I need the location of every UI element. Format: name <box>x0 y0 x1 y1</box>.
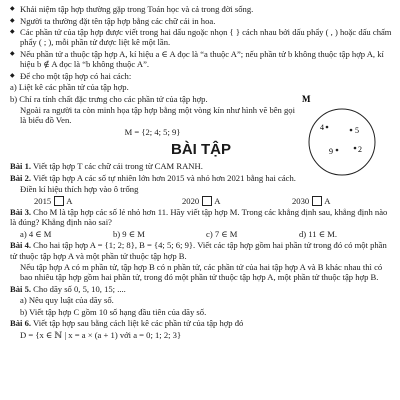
intro-bullet: ◆ Khái niệm tập hợp thường gặp trong Toán học và cả trong đời sống. <box>10 4 392 14</box>
venn-element: 5 <box>355 126 359 135</box>
exercise-5-b: b) Viết tập hợp C gồm 10 số hạng đầu tiên của dãy số. <box>20 306 207 317</box>
fill-box[interactable] <box>202 196 212 206</box>
venn-dot <box>336 149 339 152</box>
exercise-4-part-2: Nếu tập hợp A có m phần tử, tập hợp B có n phần tử, các phần tử của hai tập hợp A và B khác nhau thì có bao nhiêu tập hợp gồm hai phần tử, trong đó một phần tử thuộc tập hợp A, một phần tử thuộc tập hợp B. <box>20 262 383 283</box>
option: a) 4 ∈ M <box>20 228 52 239</box>
fill-item <box>182 196 272 206</box>
example-set: M = {2; 4; 5; 9} <box>124 126 181 137</box>
venn-element: 2 <box>358 145 362 154</box>
exercise-text: Cho dãy số 0, 5, 10, 15; .... <box>33 283 126 294</box>
fill-box[interactable] <box>312 196 322 206</box>
fill-box[interactable] <box>54 196 64 206</box>
exercise-label: Bài 1. <box>10 161 32 172</box>
exercise-5 <box>10 284 392 294</box>
exercise-text: Cho hai tập hợp A = {1; 2; 8}, B = {4; 5; 6; 9}. Viết các tập hợp gồm hai phần tử trong đó có một phần tử thuộc tập hợp A và một phần tử thuộc tập hợp B. <box>10 240 387 261</box>
venn-label: M <box>302 94 311 104</box>
intro-bullet: ◆ Các phần tử của tập hợp được viết trong hai dấu ngoặc nhọn { } cách nhau bởi dấu phẩy ( , ) hoặc dấu chấm phẩy ( ; ), mỗi phần tử được liệt kê một lần. <box>10 27 392 48</box>
exercise-4 <box>10 240 392 261</box>
exercise-text: Viết tập hợp sau bằng cách liệt kê các phần tử của tập hợp đó <box>33 318 244 329</box>
method-a: a) Liệt kê các phần tử của tập hợp. <box>10 82 129 93</box>
intro-bullet: ◆ Người ta thường đặt tên tập hợp bằng các chữ cái in hoa. <box>10 16 392 26</box>
fill-item <box>292 196 382 206</box>
venn-circle <box>309 109 375 175</box>
exercise-label: Bài 2. <box>10 172 32 183</box>
exercise-label: Bài 6. <box>10 318 32 329</box>
option: c) 7 ∈ M <box>206 228 238 239</box>
exercises <box>10 161 392 340</box>
fill-number: 2015 <box>34 195 52 206</box>
venn-dot <box>354 147 357 150</box>
exercise-2-instruction: Điền kí hiệu thích hợp vào ô trống <box>20 184 139 195</box>
exercise-label: Bài 3. <box>10 207 32 218</box>
exercise-6 <box>10 318 392 328</box>
intro-bullet: ◆ Nếu phần tử a thuộc tập hợp A, kí hiệu a ∈ A đọc là “a thuộc A”; nếu phần tử b không thuộc tập hợp A, kí hiệu b ∉ A đọc là “b không thuộc A”. <box>10 49 392 70</box>
exercise-5-a: a) Nêu quy luật của dãy số. <box>20 295 114 306</box>
fill-box-row <box>10 196 392 206</box>
venn-diagram <box>300 92 380 188</box>
venn-element: 9 <box>329 147 333 156</box>
fill-item <box>34 196 124 206</box>
fill-number: 2030 <box>292 195 310 206</box>
exercise-label: Bài 5. <box>10 283 32 294</box>
intro-bullet: ◆ Để cho một tập hợp có hai cách: <box>10 71 392 81</box>
fill-set: A <box>324 195 331 206</box>
venn-note: Ngoài ra người ta còn minh họa tập hợp bằng một vòng kín như hình vẽ bên gọi là biểu đồ Ven. <box>20 105 295 126</box>
method-b: b) Chỉ ra tính chất đặc trưng cho các phần tử của tập hợp. <box>10 93 208 104</box>
exercise-3-options <box>10 229 392 239</box>
fill-set: A <box>66 195 73 206</box>
exercise-text: Cho M là tập hợp các số lẻ nhỏ hơn 11. Hãy viết tập hợp M. Trong các khẳng định sau, khẳng định nào là đúng? Khẳng định nào sai? <box>10 207 388 228</box>
fill-number: 2020 <box>182 195 200 206</box>
venn-element: 4 <box>320 123 324 132</box>
exercise-3 <box>10 207 392 228</box>
exercise-text: Viết tập hợp A các số tự nhiên lớn hơn 2015 và nhỏ hơn 2021 bằng hai cách. <box>33 172 296 183</box>
section-title: BÀI TẬP <box>171 141 231 159</box>
exercise-text: Viết tập hợp T các chữ cái trong từ CAM RANH. <box>33 161 203 172</box>
option: b) 9 ∈ M <box>113 228 145 239</box>
fill-set: A <box>214 195 221 206</box>
exercise-6-set: D = {x ∈ ℕ | x = a × (a + 1) với a = 0; 1; 2; 3} <box>20 329 182 340</box>
exercise-label: Bài 4. <box>10 240 32 251</box>
venn-dot <box>350 129 353 132</box>
option: d) 11 ∈ M. <box>299 228 338 239</box>
venn-dot <box>326 126 329 129</box>
